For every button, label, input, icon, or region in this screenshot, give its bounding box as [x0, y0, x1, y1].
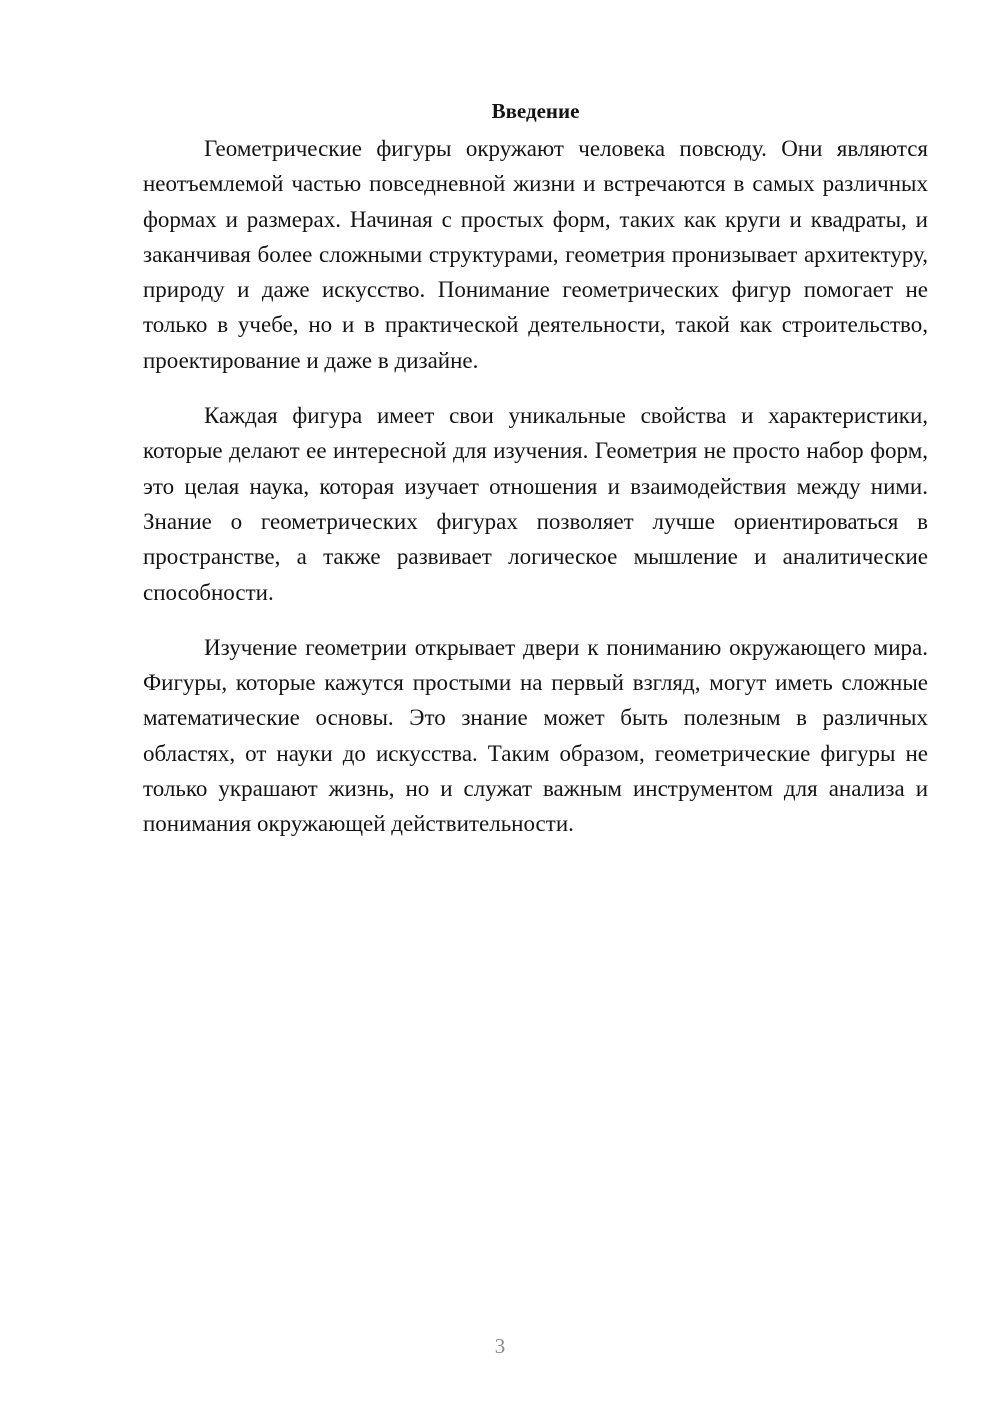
paragraph-3: Изучение геометрии открывает двери к пониманию окружающего мира. Фигуры, которые кажутся простыми на первый взгляд, могут иметь сложные математические основы. Это знание может быть полезным в различных областях, от науки до искусства. Таким образом, геометрические фигуры не только украшают жизнь, но и служат важным инструментом для анализа и понимания окружающей действительности. — [143, 634, 928, 837]
paragraph-1: Геометрические фигуры окружают человека повсюду. Они являются неотъемлемой частью повседневной жизни и встречаются в самых различных формах и размерах. Начиная с простых форм, таких как круги и квадраты, и заканчивая более сложными структурами, геометрия пронизывает архитектуру, природу и даже искусство. Понимание геометрических фигур помогает не только в учебе, но и в практической деятельности, такой как строительство, проектирование и даже в дизайне. — [143, 136, 928, 373]
paragraph-2: Каждая фигура имеет свои уникальные свойства и характеристики, которые делают ее интересной для изучения. Геометрия не просто набор форм, это целая наука, которая изучает отношения и взаимодействия между ними. Знание о геометрических фигурах позволяет лучше ориентироваться в пространстве, а также развивает логическое мышление и аналитические способности. — [143, 403, 928, 605]
section-heading: Введение — [491, 99, 580, 123]
page-number: 3 — [494, 1334, 506, 1358]
page-content — [143, 96, 928, 862]
